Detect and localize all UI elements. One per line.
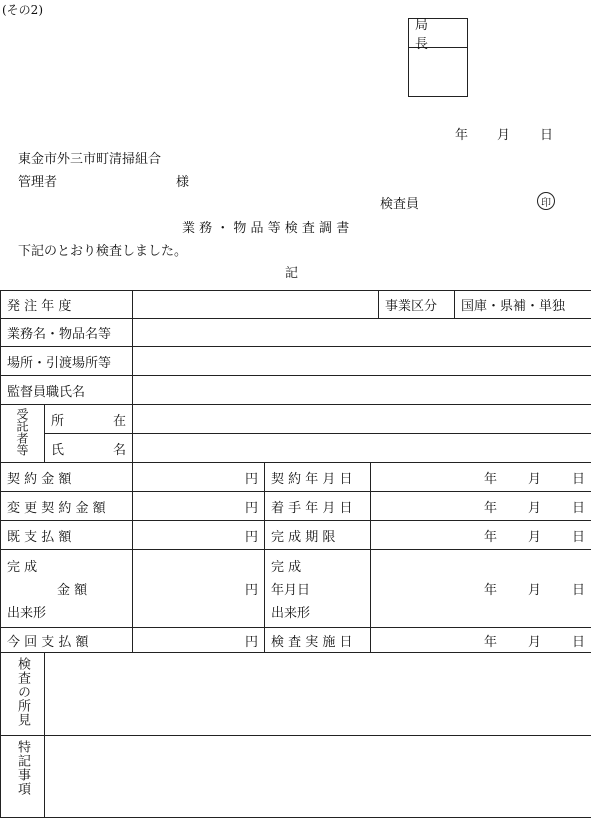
date-year: 年 [455, 128, 469, 143]
inspection-findings-value [45, 653, 591, 736]
completion-amount-label: 完 成 金 額 出来形 [1, 550, 133, 628]
order-year-label: 発 注 年 度 [1, 291, 133, 319]
inspection-findings-label: 検査の所見 [1, 653, 45, 736]
inspector-label: 検査員 [380, 197, 420, 212]
contract-date-label: 契 約 年 月 日 [265, 463, 371, 492]
current-payment-label: 今 回 支 払 額 [1, 628, 133, 653]
work-name-value [133, 319, 591, 347]
completion-date-label: 完 成 年月日 出来形 [265, 550, 371, 628]
date-month: 月 [497, 128, 511, 143]
place-value [133, 347, 591, 376]
start-date-label: 着 手 年 月 日 [265, 492, 371, 521]
start-date-value: 年 月 日 [371, 492, 591, 521]
place-label: 場所・引渡場所等 [1, 347, 133, 376]
contract-amount-label: 契 約 金 額 [1, 463, 133, 492]
seal-mark: 印 [537, 192, 555, 210]
inspection-form-table [0, 290, 591, 818]
date-day: 日 [540, 128, 554, 143]
completion-date-value: 年 月 日 [371, 550, 591, 628]
paid-amount-yen: 円 [133, 521, 265, 550]
changed-amount-label: 変 更 契 約 金 額 [1, 492, 133, 521]
inspection-date-value: 年 月 日 [371, 628, 591, 653]
contractor-address-value [133, 405, 591, 434]
completion-deadline-value: 年 月 日 [371, 521, 591, 550]
special-notes-value [45, 736, 591, 818]
director-stamp-box [408, 18, 468, 97]
project-class-options: 国庫・県補・単独 [455, 291, 591, 319]
intro-text: 下記のとおり検査しました。 [18, 244, 188, 259]
changed-amount-yen: 円 [133, 492, 265, 521]
part-label: (その2) [2, 3, 43, 17]
contractor-address-label: 所 在 [45, 405, 133, 434]
completion-deadline-label: 完 成 期 限 [265, 521, 371, 550]
contractor-name-value [133, 434, 591, 463]
stamp-head: 局 長 [409, 19, 467, 48]
addressee-title: 管理者 [18, 175, 58, 190]
contract-date-value: 年 月 日 [371, 463, 591, 492]
supervisor-value [133, 376, 591, 405]
work-name-label: 業務名・物品名等 [1, 319, 133, 347]
special-notes-label: 特記事項 [1, 736, 45, 818]
current-payment-yen: 円 [133, 628, 265, 653]
contractor-name-label: 氏 名 [45, 434, 133, 463]
ki-label: 記 [285, 266, 299, 281]
inspection-date-label: 検 査 実 施 日 [265, 628, 371, 653]
project-class-label: 事業区分 [379, 291, 455, 319]
supervisor-label: 監督員職氏名 [1, 376, 133, 405]
contractor-group-label: 受託者等 [1, 405, 45, 463]
contract-amount-yen: 円 [133, 463, 265, 492]
completion-amount-yen: 円 [133, 550, 265, 628]
addressee-honorific: 様 [176, 175, 190, 190]
addressee-org: 東金市外三市町清掃組合 [18, 152, 162, 167]
paid-amount-label: 既 支 払 額 [1, 521, 133, 550]
doc-title: 業 務 ・ 物 品 等 検 査 調 書 [182, 221, 350, 236]
order-year-value [133, 291, 379, 319]
